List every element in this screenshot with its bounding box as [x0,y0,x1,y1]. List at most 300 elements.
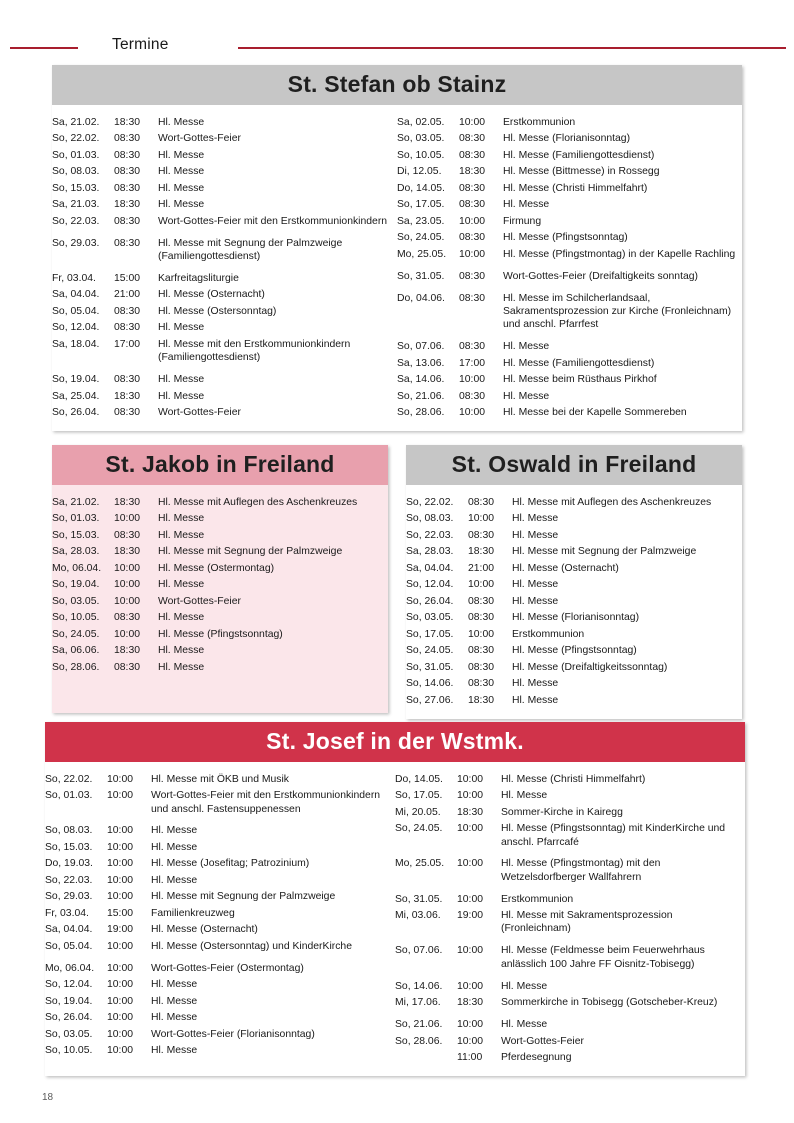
table-row [395,821,745,851]
table-row [45,856,395,873]
row-time: 08:30 [114,612,141,624]
row-time: 10:00 [107,940,134,952]
table-row [45,1010,395,1027]
row-description: Erstkommunion [501,893,574,905]
row-description: Wort-Gottes-Feier mit den Erstkommunionkindern und anschl. Fastensuppenessen [151,790,381,815]
table-row [45,817,395,839]
table-row [406,577,742,594]
row-time: 08:30 [459,182,486,194]
row-description: Hl. Messe (Josefitag; Patrozinium) [151,858,310,870]
row-date: So, 08.03. [406,513,454,525]
row-time: 18:30 [468,546,495,558]
row-date: Sa, 28.03. [406,546,454,558]
section-st-stefan-ob-stainz [52,65,742,431]
row-description: Hl. Messe [151,979,198,991]
schedule-table [395,771,745,1066]
row-description: Hl. Messe [158,322,205,334]
table-row [52,511,388,528]
row-description: Wort-Gottes-Feier [501,1035,584,1047]
schedule-column-left [406,485,742,719]
row-time: 08:30 [468,612,495,624]
row-time: 10:00 [457,1035,484,1047]
row-date: So, 01.03. [52,513,100,525]
table-row [395,850,745,885]
table-row [395,788,745,805]
table-row [52,544,388,561]
row-time: 10:00 [459,407,486,419]
table-row [397,180,742,197]
row-date: So, 03.05. [52,595,100,607]
row-date: So, 22.02. [45,773,93,785]
row-description: Hl. Messe [158,166,205,178]
row-description: Hl. Messe [158,390,205,402]
row-time: 10:00 [457,823,484,835]
row-date: So, 27.06. [406,694,454,706]
row-date: So, 28.06. [395,1035,443,1047]
row-date: Sa, 04.04. [45,924,93,936]
table-row [406,544,742,561]
row-time: 10:00 [114,562,141,574]
row-description: Hl. Messe beim Rüsthaus Pirkhof [503,374,657,386]
row-description: Hl. Messe [158,645,205,657]
row-time: 08:30 [459,292,486,304]
row-description: Hl. Messe [151,825,198,837]
row-description: Hl. Messe [512,529,559,541]
row-description: Hl. Messe [158,374,205,386]
row-time: 11:00 [457,1052,483,1064]
row-description: Hl. Messe [158,612,205,624]
row-date: So, 08.03. [52,166,100,178]
table-row [406,643,742,660]
section-body [52,105,742,431]
section-title: St. Jakob in Freiland [52,445,388,485]
row-description: Hl. Messe (Bittmesse) in Rossegg [503,166,660,178]
row-time: 18:30 [114,546,141,558]
row-date: So, 24.05. [52,628,100,640]
row-date: So, 17.05. [406,628,454,640]
table-row [45,771,395,788]
row-time: 10:00 [107,790,134,802]
row-date: Do, 19.03. [45,858,93,870]
row-date: So, 14.06. [395,980,443,992]
table-row [395,1011,745,1033]
row-description: Wort-Gottes-Feier (Dreifaltigkeits sonntag) [503,270,698,282]
row-date: So, 10.05. [397,149,445,161]
row-date: Sa, 21.02. [52,496,100,508]
row-date: So, 12.04. [45,979,93,991]
table-row [52,577,388,594]
row-date: So, 15.03. [52,529,100,541]
row-date: So, 19.04. [52,579,100,591]
table-row [45,993,395,1010]
row-time: 10:00 [114,628,141,640]
row-description: Hl. Messe (Osternacht) [151,924,258,936]
row-date: Do, 14.05. [395,773,443,785]
row-date: So, 03.05. [45,1028,93,1040]
row-time: 10:00 [457,945,484,957]
table-row [45,938,395,955]
row-description: Hl. Messe [512,678,559,690]
row-description: Hl. Messe bei der Kapelle Sommereben [503,407,687,419]
row-date: Fr, 03.04. [52,272,96,284]
row-date: So, 24.05. [397,232,445,244]
schedule-rows [406,494,742,709]
row-time: 19:00 [457,910,484,922]
row-description: Hl. Messe [512,694,559,706]
table-row [52,131,397,148]
table-row [52,366,397,388]
table-row [52,180,397,197]
row-time: 15:00 [114,272,141,284]
table-row [395,1033,745,1050]
row-time: 08:30 [459,232,486,244]
schedule-column-left [52,105,397,431]
row-time: 10:00 [457,980,484,992]
row-description: Hl. Messe [151,841,198,853]
row-time: 08:30 [114,661,141,673]
section-body [406,485,742,719]
row-description: Hl. Messe [158,116,205,128]
row-date: So, 31.05. [397,270,445,282]
table-row [52,659,388,676]
row-date: So, 21.06. [397,390,445,402]
row-description: Hl. Messe (Florianisonntag) [512,612,640,624]
schedule-table [397,114,742,421]
table-row [397,213,742,230]
row-date: Sa, 28.03. [52,546,100,558]
row-date: So, 26.04. [45,1012,93,1024]
section-title: St. Oswald in Freiland [406,445,742,485]
row-date: So, 28.06. [397,407,445,419]
row-description: Hl. Messe [512,513,559,525]
row-description: Hl. Messe [158,182,205,194]
row-description: Hl. Messe [158,149,205,161]
row-description: Erstkommunion [503,116,576,128]
table-row [45,905,395,922]
table-row [395,973,745,995]
row-time: 10:00 [107,858,134,870]
section-title: St. Josef in der Wstmk. [45,722,745,762]
row-time: 10:00 [107,841,134,853]
row-time: 17:00 [459,357,486,369]
table-row [52,404,397,421]
row-description: Hl. Messe (Feldmesse beim Feuerwehrhaus anlässlich 100 Jahre FF Oisnitz-Tobisegg) [501,945,705,970]
section-body [52,485,388,713]
row-time: 08:30 [459,270,486,282]
row-time: 08:30 [459,199,486,211]
row-time: 08:30 [459,149,486,161]
row-description: Hl. Messe [503,341,550,353]
row-date: Mi, 17.06. [395,997,441,1009]
row-description: Hl. Messe [151,1012,198,1024]
table-row [52,593,388,610]
row-time: 18:30 [457,806,484,818]
row-time: 18:30 [459,166,486,178]
table-row [406,560,742,577]
row-date: So, 07.06. [397,341,445,353]
table-row [406,659,742,676]
row-time: 08:30 [114,374,141,386]
table-row [406,610,742,627]
schedule-column-left [45,762,395,1076]
row-description: Hl. Messe (Pfingstsonntag) [158,628,283,640]
row-time: 10:00 [459,116,486,128]
row-date: Di, 12.05. [397,166,442,178]
table-row [397,147,742,164]
row-time: 08:30 [114,182,141,194]
row-description: Hl. Messe (Ostersonntag) und KinderKirche [151,940,352,952]
row-date: So, 22.02. [406,496,454,508]
row-time: 10:00 [107,891,134,903]
row-time: 10:00 [468,579,495,591]
row-date: So, 01.03. [52,149,100,161]
table-row [406,692,742,709]
table-row [397,404,742,421]
row-time: 18:30 [457,997,484,1009]
table-row [395,886,745,908]
row-date: So, 22.03. [406,529,454,541]
schedule-table [52,494,388,676]
row-description: Hl. Messe [512,595,559,607]
row-time: 08:30 [114,322,141,334]
row-date: Sa, 21.03. [52,199,100,211]
row-description: Hl. Messe [501,790,548,802]
row-description: Hl. Messe (Pfingstmontag) mit den Wetzelsdorfberger Wallfahrern [501,858,661,883]
row-time: 08:30 [468,678,495,690]
row-time: 15:00 [107,907,134,919]
row-description: Hl. Messe (Christi Himmelfahrt) [501,773,646,785]
row-date: Mo, 25.05. [395,858,445,870]
table-row [395,804,745,821]
table-row [45,922,395,939]
table-row [397,371,742,388]
row-description: Hl. Messe mit Segnung der Palmzweige (Familiengottesdienst) [158,237,343,262]
table-row [45,889,395,906]
table-row [395,908,745,938]
table-row [45,1026,395,1043]
row-description: Wort-Gottes-Feier [158,407,241,419]
row-date: So, 29.03. [45,891,93,903]
row-description: Hl. Messe mit Segnung der Palmzweige [158,546,343,558]
row-time: 10:00 [457,858,484,870]
schedule-table [45,771,395,1059]
header-rule-left [10,47,78,49]
table-row [52,230,397,265]
row-description: Hl. Messe [158,513,205,525]
row-description: Hl. Messe (Ostersonntag) [158,305,277,317]
row-date: So, 10.05. [52,612,100,624]
table-row [397,230,742,247]
row-description: Hl. Messe mit ÖKB und Musik [151,773,290,785]
row-date: Sa, 25.04. [52,390,100,402]
table-row [52,643,388,660]
row-time: 08:30 [114,215,141,227]
table-row [52,527,388,544]
page-title: Termine [112,36,169,53]
table-row [397,131,742,148]
row-date: So, 17.05. [395,790,443,802]
schedule-table [52,114,397,421]
row-description: Hl. Messe [158,529,205,541]
row-time: 08:30 [459,390,486,402]
table-row [52,320,397,337]
row-date: So, 03.05. [406,612,454,624]
table-row [406,511,742,528]
table-row [406,593,742,610]
row-time: 10:00 [114,513,141,525]
table-row [406,494,742,511]
row-time: 10:00 [107,825,134,837]
row-date: So, 17.05. [397,199,445,211]
row-description: Wort-Gottes-Feier [158,133,241,145]
row-description: Hl. Messe (Ostermontag) [158,562,275,574]
row-time: 08:30 [114,305,141,317]
row-date: So, 29.03. [52,237,100,249]
row-time: 08:30 [114,166,141,178]
row-time: 08:30 [468,529,495,541]
row-description: Erstkommunion [512,628,585,640]
row-time: 10:00 [459,215,486,227]
row-date: So, 10.05. [45,1045,93,1057]
row-time: 10:00 [107,773,134,785]
row-description: Wort-Gottes-Feier mit den Erstkommunionkindern [158,215,388,227]
row-date: Sa, 18.04. [52,338,100,350]
row-time: 10:00 [468,628,495,640]
row-time: 10:00 [107,1012,134,1024]
row-date: So, 05.04. [45,940,93,952]
row-time: 10:00 [459,248,486,260]
row-time: 21:00 [114,289,141,301]
row-time: 10:00 [457,790,484,802]
row-description: Sommer-Kirche in Kairegg [501,806,623,818]
row-time: 10:00 [107,962,134,974]
row-description: Hl. Messe (Pfingstsonntag) mit KinderKirche und anschl. Pfarrcafé [501,823,726,848]
row-time: 10:00 [114,595,141,607]
row-date: So, 08.03. [45,825,93,837]
row-date: So, 12.04. [406,579,454,591]
row-time: 08:30 [114,133,141,145]
schedule-column-right [395,762,745,1076]
row-description: Hl. Messe (Osternacht) [158,289,265,301]
table-row [45,788,395,818]
table-row [395,771,745,788]
table-row [52,560,388,577]
table-row [52,164,397,181]
row-description: Pferdesegnung [501,1052,572,1064]
row-description: Wort-Gottes-Feier (Ostermontag) [151,962,304,974]
row-date [395,1049,457,1066]
row-date: So, 22.03. [45,874,93,886]
row-date: Do, 14.05. [397,182,445,194]
row-description: Hl. Messe mit Auflegen des Aschenkreuzes [512,496,712,508]
row-description: Hl. Messe mit den Erstkommunionkindern (Familiengottesdienst) [158,338,351,364]
row-date: So, 19.04. [45,995,93,1007]
row-time: 18:30 [114,116,141,128]
row-time: 18:30 [468,694,495,706]
row-date: So, 26.04. [52,407,100,419]
row-description: Hl. Messe [501,1019,548,1031]
table-row [397,388,742,405]
section-body [45,762,745,1076]
row-date: So, 26.04. [406,595,454,607]
row-description: Hl. Messe mit Sakramentsprozession (Fronleichnam) [501,910,673,935]
row-date: So, 22.02. [52,133,100,145]
row-description: Hl. Messe (Pfingstmontag) in der Kapelle Rachling [503,248,736,260]
table-row [397,197,742,214]
row-date: Sa, 06.06. [52,645,100,657]
row-description: Hl. Messe (Familiengottesdienst) [503,357,655,369]
schedule-rows [52,114,397,421]
row-date: Sa, 23.05. [397,215,445,227]
row-description: Familienkreuzweg [151,907,235,919]
row-date: Fr, 03.04. [45,907,89,919]
row-time: 10:00 [107,995,134,1007]
row-time: 10:00 [107,979,134,991]
row-time: 10:00 [107,1028,134,1040]
row-description: Hl. Messe im Schilcherlandsaal, Sakramentsprozession zur Kirche (Fronleichnam) und anschl. Pfarrfest [503,292,732,331]
row-date: So, 24.05. [395,823,443,835]
table-row [52,303,397,320]
table-row [45,839,395,856]
table-row [395,1049,745,1066]
row-description: Hl. Messe (Osternacht) [512,562,619,574]
page-header [0,36,794,62]
row-time: 08:30 [114,237,141,249]
table-row [395,937,745,972]
row-description: Hl. Messe [512,579,559,591]
section-title: St. Stefan ob Stainz [52,65,742,105]
section-st-josef-in-der-wstmk [45,722,745,1076]
table-row [45,872,395,889]
row-time: 18:30 [114,496,141,508]
row-date: Sa, 04.04. [406,562,454,574]
row-date: So, 21.06. [395,1019,443,1031]
table-row [45,955,395,977]
row-time: 10:00 [468,513,495,525]
row-date: So, 24.05. [406,645,454,657]
row-time: 08:30 [114,407,141,419]
table-row [397,164,742,181]
row-time: 10:00 [457,893,484,905]
row-date: Do, 04.06. [397,292,445,304]
table-row [397,263,742,285]
row-time: 19:00 [107,924,134,936]
table-row [406,626,742,643]
row-date: So, 03.05. [397,133,445,145]
row-description: Hl. Messe (Christi Himmelfahrt) [503,182,648,194]
row-date: So, 05.04. [52,305,100,317]
row-time: 10:00 [457,1019,484,1031]
row-time: 08:30 [468,496,495,508]
row-description: Hl. Messe [158,661,205,673]
row-description: Wort-Gottes-Feier (Florianisonntag) [151,1028,315,1040]
row-date: So, 07.06. [395,945,443,957]
row-description: Wort-Gottes-Feier [158,595,241,607]
row-date: Mo, 25.05. [397,248,447,260]
table-row [52,388,397,405]
row-time: 08:30 [468,645,495,657]
row-date: So, 22.03. [52,215,100,227]
table-row [395,995,745,1012]
row-description: Hl. Messe (Familiengottesdienst) [503,149,655,161]
row-description: Firmung [503,215,542,227]
row-description: Hl. Messe [151,995,198,1007]
row-time: 08:30 [114,149,141,161]
row-date: Sa, 04.04. [52,289,100,301]
table-row [406,527,742,544]
row-date: Mi, 03.06. [395,910,441,922]
table-row [397,333,742,355]
